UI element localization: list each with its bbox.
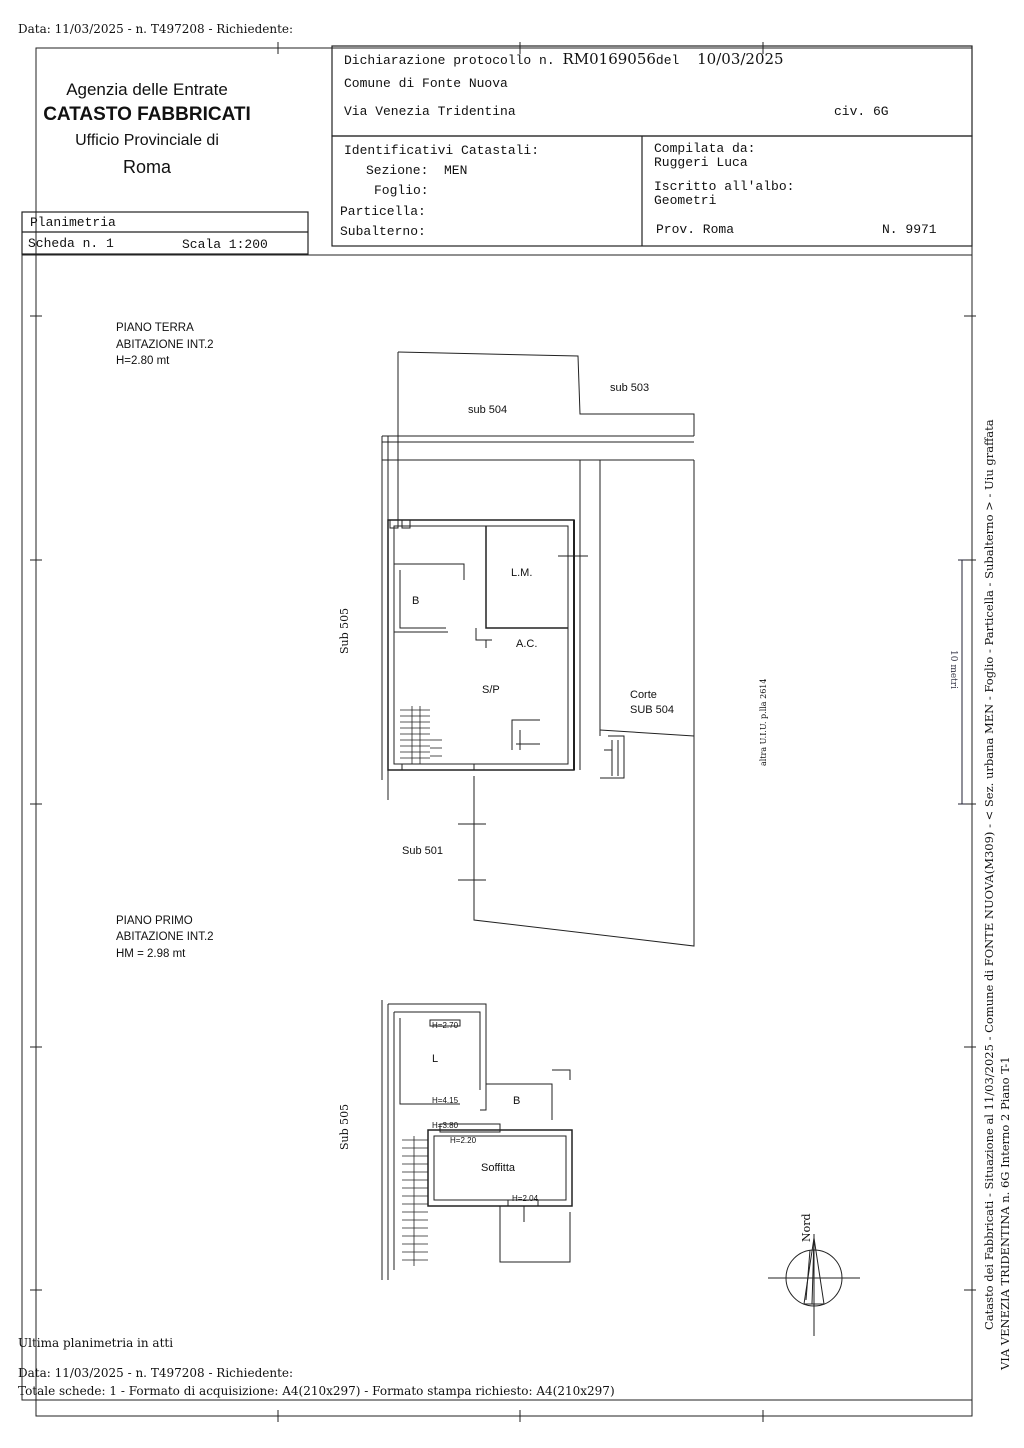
floor-plan-first [382,1000,572,1280]
iscritto-label: Iscritto all'albo: [654,179,795,194]
protocol-date: 10/03/2025 [697,50,784,68]
ultima-planimetria: Ultima planimetria in atti [18,1336,174,1350]
ufficio-label: Ufficio Provinciale di [75,132,219,149]
room-sp: S/P [482,684,500,696]
room-lm: L.M. [511,567,533,579]
catasto-title: CATASTO FABBRICATI [43,104,251,125]
side-address-line: VIA VENEZIA TRIDENTINA n. 6G Interno 2 Piano T-1 [998,1056,1012,1370]
protocol-del: del [655,53,680,68]
piano-terra-title: PIANO TERRA [116,322,194,334]
label-sub505-first: Sub 505 [338,1103,351,1150]
footer-data-line: Data: 11/03/2025 - n. T497208 - Richiedente: [18,1366,294,1380]
label-corte-sub: SUB 504 [630,704,675,716]
albo-number: N. 9971 [882,222,937,237]
top-data-line: Data: 11/03/2025 - n. T497208 - Richiedente: [18,22,294,36]
via: Via Venezia Tridentina [344,104,516,119]
protocol-number: RM0169056 [562,50,656,68]
label-sub505-ground: Sub 505 [338,607,351,654]
piano-primo-height: HM = 2.98 mt [116,948,186,960]
sezione-value: MEN [444,163,468,178]
side-catasto-line: Catasto dei Fabbricati - Situazione al 11/03/2025 - Comune di FONTE NUOVA(M309) - < Sez. urbana MEN - Foglio - Particella - Subalterno > - Uiu graffata [982,419,996,1330]
footer-totale: Totale schede: 1 - Formato di acquisizione: A4(210x297) - Formato stampa richiesto: A4(210x297) [18,1384,615,1398]
protocol-line [344,50,784,68]
label-sub504-top: sub 504 [468,404,508,416]
label-corte: Corte [630,689,657,701]
protocol-label: Dichiarazione protocollo n. [344,53,555,68]
piano-primo-unit: ABITAZIONE INT.2 [116,931,214,943]
albo: Geometri [654,193,717,208]
sezione-label: Sezione: [366,163,429,178]
room-b-ground: B [412,595,420,607]
scale-ruler-label: 10 metri [948,650,958,689]
height-220: H=2.20 [450,1136,477,1145]
height-380: H=3.80 [432,1121,459,1130]
room-soffitta: Soffitta [481,1162,516,1174]
particella-label: Particella: [340,204,426,219]
height-270: H=2.70 [432,1021,459,1030]
subalterno-label: Subalterno: [340,224,426,239]
room-ac: A.C. [516,638,538,650]
planimetria-label: Planimetria [30,215,116,230]
foglio-label: Foglio: [374,183,429,198]
scala: Scala 1:200 [182,237,268,252]
ufficio-city: Roma [122,157,171,177]
scheda-number: Scheda n. 1 [28,236,114,251]
compilata-name: Ruggeri Luca [654,155,748,170]
prov: Prov. Roma [656,222,735,237]
north-arrow-icon [768,1234,860,1336]
piano-primo-title: PIANO PRIMO [116,915,193,927]
room-b-first: B [513,1095,521,1107]
compilata-label: Compilata da: [654,141,756,156]
label-altra-uiu: altra U.I.U. p.lla 2614 [759,678,768,766]
scale-ruler [958,560,966,804]
label-sub501: Sub 501 [402,845,443,857]
civico: civ. 6G [834,104,889,119]
identificativi-title: Identificativi Catastali: [344,143,540,158]
page-frame [22,42,976,1422]
north-label: Nord [800,1213,813,1242]
room-l: L [432,1053,439,1065]
piano-terra-height: H=2.80 mt [116,355,170,367]
height-204: H=2.04 [512,1194,539,1203]
height-415: H=4.15 [432,1096,459,1105]
label-sub503: sub 503 [610,382,650,394]
piano-terra-unit: ABITAZIONE INT.2 [116,339,214,351]
comune: Comune di Fonte Nuova [344,76,508,91]
agency-name: Agenzia delle Entrate [66,80,228,99]
